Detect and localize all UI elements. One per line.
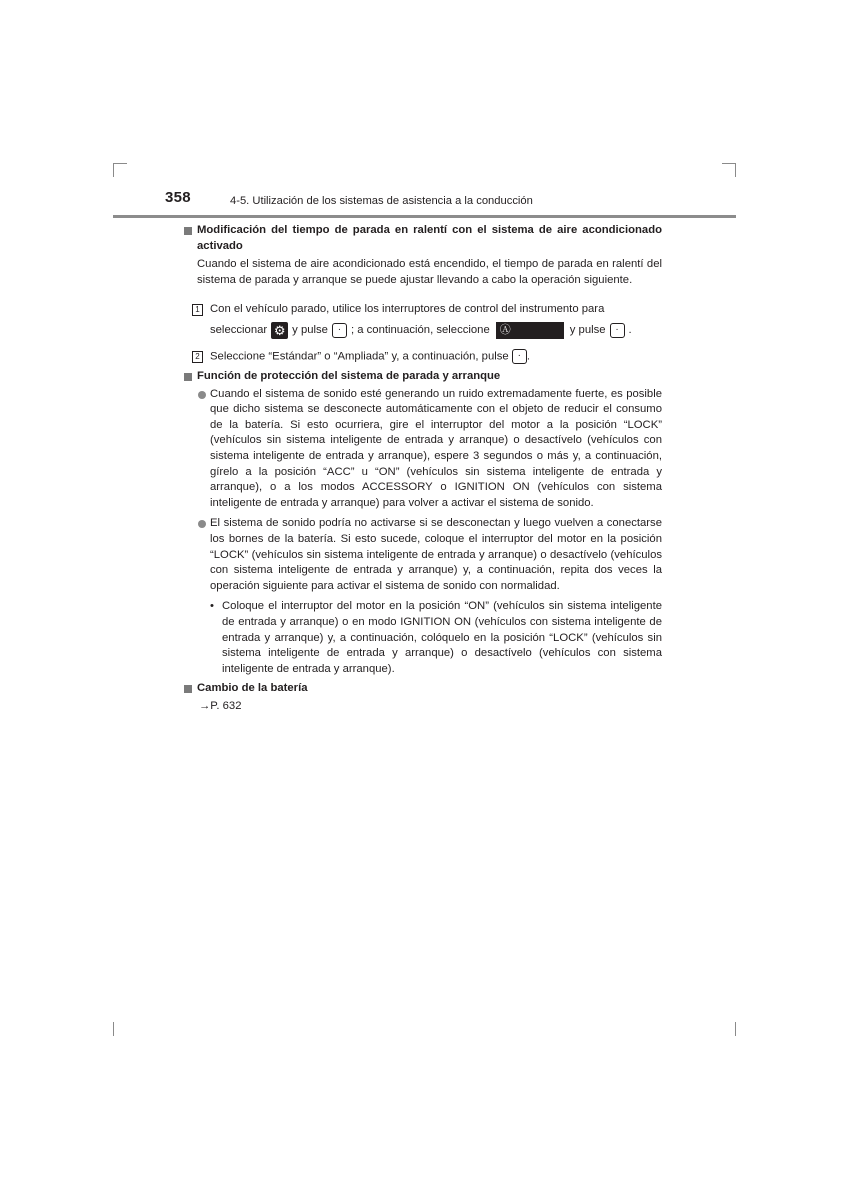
section-title-text: Modificación del tiempo de parada en ralentí con el sistema de aire acondicionado activado — [197, 224, 662, 252]
step-line — [210, 322, 662, 339]
step-text: y pulse — [569, 323, 606, 336]
list-item-text: Cuando el sistema de sonido esté generando un ruido extremadamente fuerte, es posible que dicho sistema se desconecte automáticamente con el objeto de reducir el consumo de la batería. Si esto ocurriera, gire el interruptor del motor a la posición “LOCK” (vehículos sin sistema inteligente de entrada y arranque) o desactívelo (vehículos con sistema inteligente de entrada y arranque), espere 3 segundos o más y, a continuación, gírelo a la posición “ACC” u “ON” (vehículos sin sistema inteligente de entrada y arranque), o a los modos ACCESSORY o IGNITION ON (vehículos con sistema inteligente de entrada y arranque) para volver a activar el sistema de sonido. — [210, 387, 662, 509]
paragraph: Cuando el sistema de aire acondicionado está encendido, el tiempo de parada en ralentí del sistema de parada y arranque se puede ajustar llevando a cabo la operación siguiente. — [197, 258, 662, 286]
ok-button-icon: · — [512, 349, 527, 364]
section-title-text: Cambio de la batería — [197, 682, 308, 695]
square-bullet-icon — [184, 373, 192, 381]
sub-list-item-text: Coloque el interruptor del motor en la posición “ON” (vehículos sin sistema inteligente de entrada y arranque) o en modo IGNITION ON (vehículos con sistema inteligente de entrada y arranque) y, a continuación, colóquelo en la posición “LOCK” (vehículos sin sistema inteligente de entrada y arranque) o desactívelo (vehículos con sistema inteligente de entrada y arranque). — [222, 600, 662, 675]
step-text: Seleccione “Estándar” o “Ampliada” y, a continuación, pulse — [210, 350, 509, 363]
crop-mark — [735, 1022, 736, 1036]
crop-mark — [113, 163, 114, 177]
list-item — [184, 387, 662, 512]
list-item-text: El sistema de sonido podría no activarse si se desconectan y luego vuelven a conectarse los bornes de la batería. Si esto sucede, coloque el interruptor del motor en la posición “LOCK” (vehículos sin sistema inteligente de entrada y arranque) o desactívelo (vehículos con sistema inteligente de entrada y arranque) y, a continuación, repita dos veces la operación siguiente para activar el sistema de sonido con normalidad. — [210, 517, 662, 592]
step-text: seleccionar — [210, 323, 268, 336]
crop-mark — [735, 163, 736, 177]
section-title — [184, 223, 662, 254]
step-text: Con el vehículo parado, utilice los interruptores de control del instrumento para — [210, 303, 605, 316]
section-header: 4-5. Utilización de los sistemas de asistencia a la conducción — [230, 195, 533, 207]
step-text: . — [526, 350, 530, 363]
ok-button-icon: · — [332, 323, 347, 338]
section-title — [184, 369, 662, 385]
round-bullet-icon — [198, 391, 206, 399]
auto-ac-screen-icon: Ⓐ — [496, 322, 564, 339]
crop-mark — [113, 163, 127, 164]
square-bullet-icon — [184, 227, 192, 235]
square-bullet-icon — [184, 685, 192, 693]
section-title — [184, 681, 662, 697]
step-number: 1 — [192, 304, 203, 316]
crop-mark — [722, 163, 736, 164]
small-bullet-icon: • — [210, 600, 214, 613]
section-title-text: Función de protección del sistema de parada y arranque — [197, 370, 501, 383]
page-number: 358 — [165, 189, 191, 206]
step-2 — [184, 349, 662, 365]
step-text: . — [628, 323, 632, 336]
step-1 — [184, 302, 662, 339]
step-text: y pulse — [292, 323, 328, 336]
header-rule — [113, 215, 736, 218]
list-item — [184, 516, 662, 594]
sub-list-item — [184, 599, 662, 677]
page-reference-link[interactable]: →P. 632 — [199, 699, 242, 712]
crop-mark — [113, 1022, 114, 1036]
step-text: ; a continuación, seleccione — [350, 323, 490, 336]
page-content — [184, 223, 662, 715]
step-number: 2 — [192, 351, 203, 363]
ok-button-icon: · — [610, 323, 625, 338]
gear-icon: ⚙ — [271, 322, 288, 339]
round-bullet-icon — [198, 520, 206, 528]
